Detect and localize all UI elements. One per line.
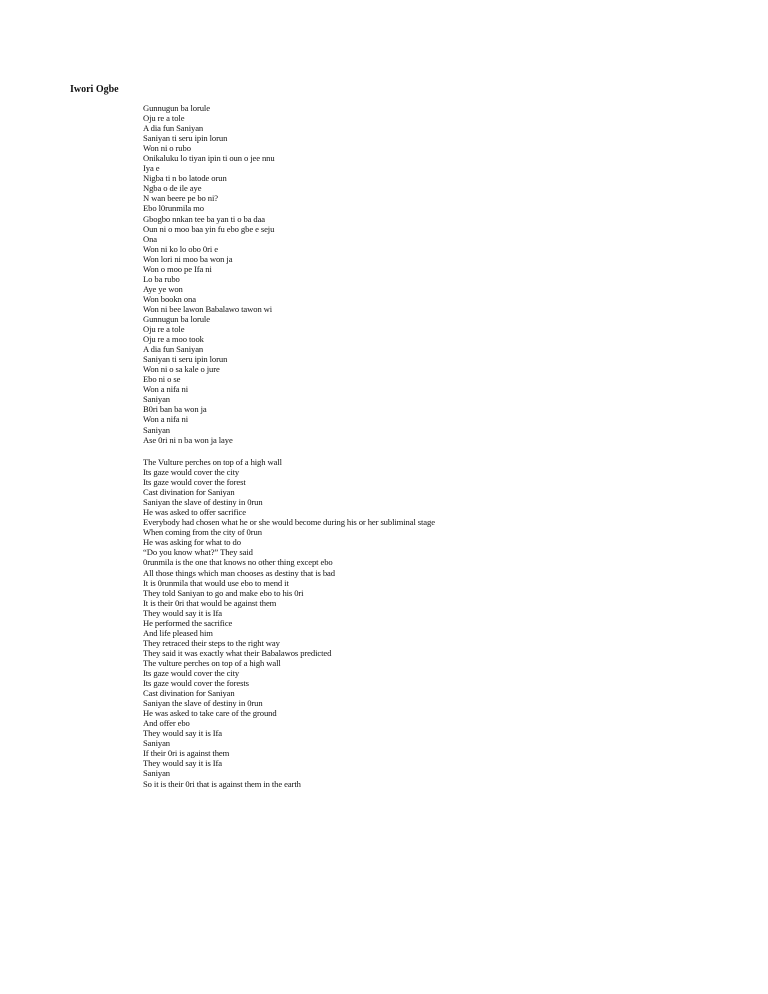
yoruba-verse-line: Lo ba rubo xyxy=(143,273,180,284)
english-verse-line: He was asking for what to do xyxy=(143,537,241,548)
english-verse-line: Its gaze would cover the city xyxy=(143,467,240,478)
yoruba-verse-line: Won o moo pe Ifa ni xyxy=(143,263,212,274)
english-verse-line: The Vulture perches on top of a high wall xyxy=(143,457,282,467)
english-verse-line: 0runmila is the one that knows no other thing except ebo xyxy=(143,557,333,568)
english-verse-line: Its gaze would cover the forests xyxy=(143,678,249,689)
english-verse-block xyxy=(143,457,435,789)
yoruba-verse-line: Won a nifa ni xyxy=(143,414,189,425)
yoruba-verse-line: Onikaluku lo tiyan ipin ti oun o jee nnu xyxy=(143,153,275,164)
english-verse-line: They would say it is Ifa xyxy=(143,758,222,769)
yoruba-verse-line: Ase 0ri ni n ba won ja laye xyxy=(143,434,233,445)
english-verse-line: If their 0ri is against them xyxy=(143,748,230,759)
yoruba-verse-line: Won ni bee lawon Babalawo tawon wi xyxy=(143,303,273,314)
english-verse-line: He was asked to take care of the ground xyxy=(143,708,277,719)
yoruba-verse-line: Saniyan xyxy=(143,424,170,435)
yoruba-verse-line: Oun ni o moo baa yin fu ebo gbe e seju xyxy=(143,223,275,234)
yoruba-verse-line: Saniyan xyxy=(143,394,170,405)
yoruba-verse-line: Ebo ni o se xyxy=(143,374,181,385)
english-verse-line: They said it was exactly what their Babalawos predicted xyxy=(143,647,332,658)
english-verse-line: He was asked to offer sacrifice xyxy=(143,507,246,518)
yoruba-verse-line: Saniyan ti seru ipin lorun xyxy=(143,133,228,144)
yoruba-verse-line: Gbogbo nnkan tee ba yan ti o ba daa xyxy=(143,213,266,224)
yoruba-verse-line: Won ni ko lo obo 0ri e xyxy=(143,243,218,254)
yoruba-verse-line: Oju re a tole xyxy=(143,113,185,124)
document-title: Iwori Ogbe xyxy=(70,84,119,95)
yoruba-verse-line: A dia fun Saniyan xyxy=(143,123,204,134)
yoruba-verse-line: Oju re a tole xyxy=(143,324,185,335)
yoruba-verse-line: A dia fun Saniyan xyxy=(143,344,204,355)
english-verse-line: It is 0runmila that would use ebo to mend it xyxy=(143,577,289,588)
yoruba-verse-line: Aye ye won xyxy=(143,283,183,294)
yoruba-verse-line: Ona xyxy=(143,233,158,244)
english-verse-line: They retraced their steps to the right way xyxy=(143,637,280,648)
yoruba-verse-line: Oju re a moo took xyxy=(143,334,204,345)
english-verse-line: It is their 0ri that would be against them xyxy=(143,597,277,608)
english-verse-line: “Do you know what?” They said xyxy=(143,547,253,558)
yoruba-verse-line: Gunnugun ba lorule xyxy=(143,313,210,324)
yoruba-verse-line: Won lori ni moo ba won ja xyxy=(143,253,233,264)
english-verse-line: Saniyan xyxy=(143,738,170,749)
english-verse-line: So it is their 0ri that is against them in the earth xyxy=(143,778,301,789)
english-verse-line: Cast divination for Saniyan xyxy=(143,487,235,498)
english-verse-line: Saniyan the slave of destiny in 0run xyxy=(143,497,263,508)
english-verse-line: Its gaze would cover the forest xyxy=(143,477,246,488)
english-verse-line: They told Saniyan to go and make ebo to his 0ri xyxy=(143,587,304,598)
english-verse-line: Cast divination for Saniyan xyxy=(143,688,235,699)
yoruba-verse-line: Won a nifa ni xyxy=(143,384,189,395)
english-verse-line: Saniyan the slave of destiny in 0run xyxy=(143,698,263,709)
yoruba-verse-line: Nigba ti n bo latode orun xyxy=(143,173,227,184)
english-verse-line: And life pleased him xyxy=(143,627,213,638)
english-verse-line: He performed the sacrifice xyxy=(143,617,233,628)
english-verse-line: Its gaze would cover the city xyxy=(143,667,240,678)
yoruba-verse-line: Gunnugun ba lorule xyxy=(143,103,210,113)
english-verse-line: The vulture perches on top of a high wall xyxy=(143,657,281,668)
yoruba-verse-line: Ngba o de ile aye xyxy=(143,183,202,194)
english-verse-line: And offer ebo xyxy=(143,718,190,729)
yoruba-verse-block xyxy=(143,103,275,445)
yoruba-verse-line: N wan beere pe bo ni? xyxy=(143,193,218,204)
english-verse-line: When coming from the city of 0run xyxy=(143,527,262,538)
yoruba-verse-line: Ebo l0runmila mo xyxy=(143,203,204,214)
yoruba-verse-line: Won ni o rubo xyxy=(143,143,191,154)
yoruba-verse-line: Won bookn ona xyxy=(143,293,196,304)
yoruba-verse-line: B0ri ban ba won ja xyxy=(143,404,207,415)
yoruba-verse-line: Iya e xyxy=(143,163,160,174)
english-verse-line: All those things which man chooses as destiny that is bad xyxy=(143,567,335,578)
english-verse-line: Saniyan xyxy=(143,768,170,779)
english-verse-line: They would say it is Ifa xyxy=(143,607,222,618)
english-verse-line: Everybody had chosen what he or she would become during his or her subliminal stage xyxy=(143,517,435,528)
yoruba-verse-line: Saniyan ti seru ipin lorun xyxy=(143,354,228,365)
english-verse-line: They would say it is Ifa xyxy=(143,728,222,739)
yoruba-verse-line: Won ni o sa kale o jure xyxy=(143,364,220,375)
